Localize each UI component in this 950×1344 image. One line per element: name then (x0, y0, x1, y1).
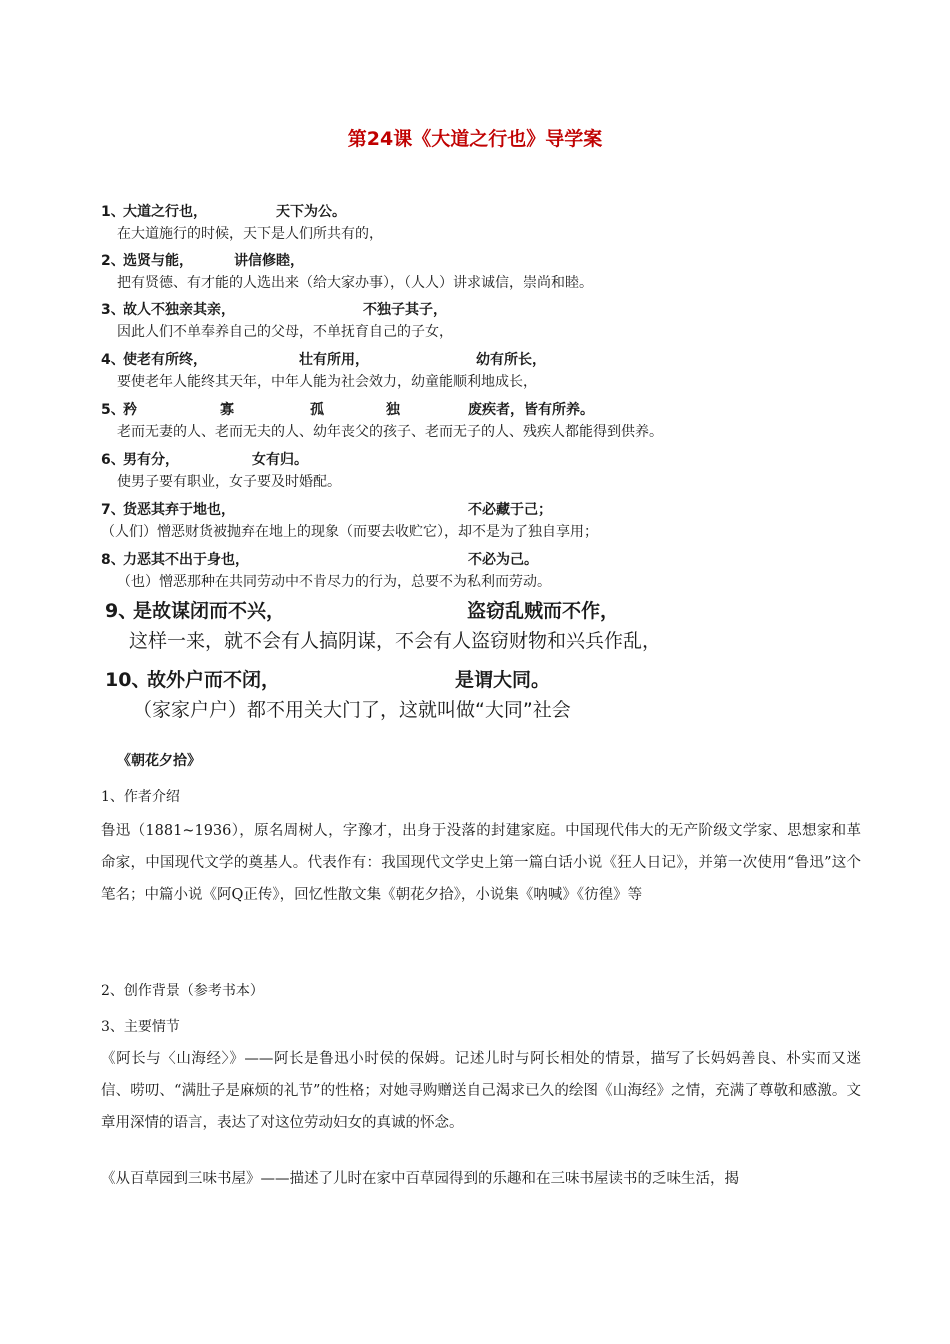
classical-line (101, 399, 901, 421)
list-item (105, 596, 905, 656)
list-item (101, 549, 901, 593)
classical-line (101, 349, 901, 371)
phrase: 选贤与能， (123, 253, 193, 269)
phrase: 矜 (123, 402, 137, 418)
translation: 这样一来，就不会有人搞阴谋，不会有人盗窃财物和兴兵作乱， (129, 630, 662, 652)
item-number: 4、 (101, 352, 125, 368)
translation: （也）憎恶那种在共同劳动中不肯尽力的行为，总要不为私利而劳动。 (117, 574, 551, 590)
classical-line (105, 665, 905, 695)
plot-paragraph: 《从百草园到三味书屋》——描述了儿时在家中百草园得到的乐趣和在三味书屋读书的乏味生活，揭 (101, 1171, 739, 1187)
phrase: 独 (386, 402, 400, 418)
phrase: 大道之行也， (123, 204, 207, 220)
translation: 要使老年人能终其天年，中年人能为社会效力，幼童能顺利地成长， (117, 374, 537, 390)
phrase: 废疾者，皆有所养。 (468, 402, 594, 418)
translation: 老而无妻的人、老而无夫的人、幼年丧父的孩子、老而无子的人、残疾人都能得到供养。 (117, 424, 663, 440)
section-heading: 1、作者介绍 (101, 789, 180, 805)
item-number: 9、 (105, 600, 138, 622)
translation: 因此人们不单奉养自己的父母，不单抚育自己的子女， (117, 324, 453, 340)
translation: 在大道施行的时候，天下是人们所共有的， (117, 226, 383, 242)
list-item (101, 201, 901, 245)
classical-line (101, 549, 901, 571)
classical-line (101, 299, 901, 321)
translation: （家家户户）都不用关大门了，这就叫做“大同”社会 (133, 699, 571, 721)
item-number: 5、 (101, 402, 125, 418)
list-item (101, 250, 901, 294)
translation: 把有贤德、有才能的人选出来（给大家办事），（人人）讲求诚信，崇尚和睦。 (117, 275, 593, 291)
phrase: 货恶其弃于地也， (123, 502, 235, 518)
section-heading: 2、创作背景（参考书本） (101, 983, 264, 999)
phrase: 盗窃乱贼而不作， (467, 600, 620, 622)
phrase: 故外户而不闭， (147, 669, 281, 691)
item-number: 6、 (101, 452, 125, 468)
item-number: 3、 (101, 302, 125, 318)
classical-line (101, 499, 901, 521)
item-number: 7、 (101, 502, 125, 518)
author-paragraph: 鲁迅（1881~1936），原名周树人，字豫才，出身于没落的封建家庭。中国现代伟大的无产阶级文学家、思想家和革命家，中国现代文学的奠基人。代表作有：我国现代文学史上第一篇白话小说《狂人日记》，并第一次使用“鲁迅”这个笔名；中篇小说《阿Q正传》，回忆性散文集《朝花夕拾》，小说集《呐喊》《彷徨》等 (101, 823, 861, 903)
phrase: 讲信修睦， (234, 253, 304, 269)
phrase: 使老有所终， (123, 352, 207, 368)
phrase: 男有分， (123, 452, 179, 468)
phrase: 不独子其子， (363, 302, 447, 318)
list-item (105, 665, 905, 725)
phrase: 不必藏于己； (468, 502, 552, 518)
phrase: 不必为己。 (468, 552, 538, 568)
page-title: 第24课《大道之行也》导学案 (347, 128, 603, 150)
list-item (101, 499, 901, 543)
phrase: 力恶其不出于身也， (123, 552, 249, 568)
item-number: 2、 (101, 253, 125, 269)
classical-line (101, 201, 901, 223)
section-heading: 3、主要情节 (101, 1019, 180, 1035)
plot-paragraph: 《阿长与〈山海经〉》——阿长是鲁迅小时侯的保姆。记述儿时与阿长相处的情景，描写了长妈妈善良、朴实而又迷信、唠叨、“满肚子是麻烦的礼节”的性格；对她寻购赠送自己渴求已久的绘图《山海经》之情，充满了尊敬和感激。文章用深情的语言，表达了对这位劳动妇女的真诚的怀念。 (101, 1051, 861, 1131)
phrase: 是谓大同。 (455, 669, 551, 691)
phrase: 孤 (310, 402, 324, 418)
item-number: 8、 (101, 552, 125, 568)
phrase: 故人不独亲其亲， (123, 302, 235, 318)
phrase: 天下为公。 (276, 204, 346, 220)
list-item (101, 349, 901, 393)
translation: （人们）憎恶财货被抛弃在地上的现象（而要去收贮它），却不是为了独自享用； (101, 524, 598, 540)
phrase: 寡 (220, 402, 234, 418)
classical-line (105, 596, 905, 626)
classical-line (101, 449, 901, 471)
translation: 使男子要有职业，女子要及时婚配。 (117, 474, 341, 490)
phrase: 壮有所用， (299, 352, 369, 368)
classical-line (101, 250, 901, 272)
list-item (101, 299, 901, 343)
item-number: 10、 (105, 669, 151, 691)
section-title: 《朝花夕拾》 (117, 753, 201, 769)
phrase: 是故谋闭而不兴， (133, 600, 286, 622)
list-item (101, 399, 901, 443)
phrase: 女有归。 (252, 452, 308, 468)
list-item (101, 449, 901, 493)
phrase: 幼有所长， (476, 352, 546, 368)
item-number: 1、 (101, 204, 125, 220)
